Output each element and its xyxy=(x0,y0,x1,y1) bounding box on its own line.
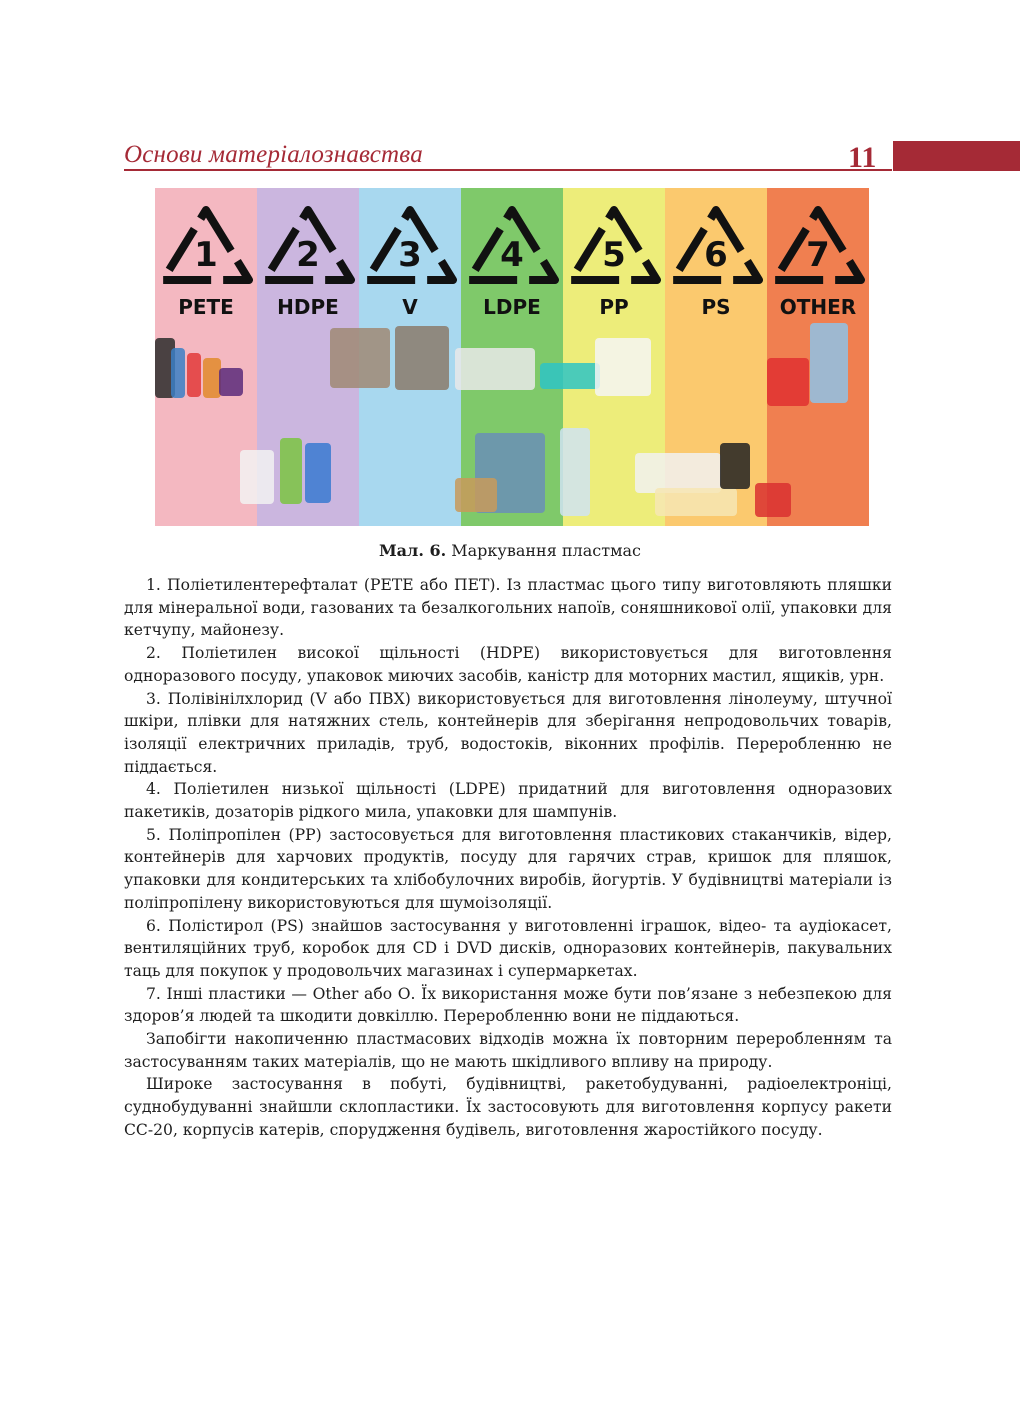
recycling-symbol-3 xyxy=(367,210,453,319)
resin-code-label: PP xyxy=(599,295,629,319)
paragraph: 5. Поліпропілен (PP) застосовується для виготовлення пластикових стаканчиків, відер, контейнерів для харчових продуктів, посуду для гарячих страв, кришок для пляшок, упаковки для кондитерських та хлібобулочних виробів, йогуртів. У будівництві матеріали із поліпропілену використовуються для шумоізоляції. xyxy=(124,825,892,912)
product-illustration xyxy=(305,443,331,503)
page-tab-decoration xyxy=(893,141,1020,171)
paragraph: 7. Інші пластики — Other або О. Їх використання може бути пов’язане з небезпекою для здоров’я людей та шкодити довкіллю. Переробленню вони не піддаються. xyxy=(124,984,892,1026)
paragraph: 2. Поліетилен високої щільності (HDPE) використовується для виготовлення одноразового посуду, упаковок миючих засобів, каністр для моторних мастил, ящиків, урн. xyxy=(124,644,892,685)
resin-code-number: 3 xyxy=(398,235,422,275)
recycling-symbol-6 xyxy=(673,210,759,319)
resin-code-label: PETE xyxy=(178,295,234,319)
resin-code-number: 6 xyxy=(704,235,728,275)
resin-code-label: HDPE xyxy=(277,295,339,319)
paragraph: 4. Поліетилен низької щільності (LDPE) придатний для виготовлення одноразових пакетиків, дозаторів рідкого мила, упаковки для шампунів. xyxy=(124,780,892,822)
product-illustration xyxy=(560,428,590,516)
resin-code-number: 2 xyxy=(296,235,320,275)
resin-code-number: 5 xyxy=(602,235,626,275)
recycling-symbol-2 xyxy=(265,210,351,319)
product-illustration xyxy=(540,363,600,389)
resin-code-label: OTHER xyxy=(779,295,857,319)
product-illustration xyxy=(595,338,651,396)
recycling-symbols-overlay xyxy=(155,188,869,526)
product-illustration xyxy=(171,348,185,398)
recycling-symbol-7 xyxy=(775,210,861,319)
resin-code-label: PS xyxy=(701,295,731,319)
paragraph: 1. Поліетилентерефталат (PETE або ПЕТ). Із пластмас цього типу виготовляють пляшки для мінеральної води, газованих та безалкогольних напоїв, соняшникової олії, упаковки для кетчупу, майонезу. xyxy=(124,576,892,640)
paragraph: 3. Полівінілхлорид (V або ПВХ) використовується для виготовлення лінолеуму, штучної шкіри, плівки для натяжних стель, контейнерів для зберігання непродовольчих товарів, ізоляції електричних приладів, труб, водостоків, віконних профілів. Переробленню не піддається. xyxy=(124,689,892,776)
running-header-title: Основи матеріалознавства xyxy=(124,141,423,168)
product-illustration xyxy=(755,483,791,517)
recycling-symbol-4 xyxy=(469,210,555,319)
product-illustration xyxy=(280,438,302,504)
header-rule xyxy=(124,169,892,171)
caption-label: Мал. 6. xyxy=(378,541,447,560)
resin-code-label: V xyxy=(402,295,418,319)
page-number: 11 xyxy=(848,141,877,174)
plastic-marking-figure xyxy=(155,188,869,526)
resin-code-label: LDPE xyxy=(483,295,541,319)
product-illustration xyxy=(720,443,750,489)
product-illustration xyxy=(395,326,449,390)
product-illustration xyxy=(240,450,274,504)
product-illustration xyxy=(330,328,390,388)
paragraph: Широке застосування в побуті, будівництві, ракетобудуванні, радіоелектроніці, суднобудуванні знайшли склопластики. Їх застосовують для виготовлення корпусу ракети СС-20, корпусів катерів, спорудження будівель, виготовлення жаростійкого посуду. xyxy=(124,1075,892,1139)
product-illustration xyxy=(219,368,243,396)
resin-code-number: 4 xyxy=(500,235,524,275)
product-illustration xyxy=(810,323,848,403)
product-illustration xyxy=(455,478,497,512)
product-illustration xyxy=(767,358,809,406)
product-illustration xyxy=(203,358,221,398)
product-illustration xyxy=(187,353,201,397)
body-text xyxy=(124,574,892,1142)
resin-code-number: 7 xyxy=(806,235,830,275)
product-illustration xyxy=(655,488,737,516)
paragraph: 6. Полістирол (PS) знайшов застосування у виготовленні іграшок, відео- та аудіокасет, вентиляційних труб, коробок для CD і DVD дисків, одноразових контейнерів, пакувальних таць для покупок у продовольчих магазинах і супермаркетах. xyxy=(124,916,892,980)
caption-text: Маркування пластмас xyxy=(446,541,642,560)
product-illustration xyxy=(455,348,535,390)
figure-caption xyxy=(0,541,1020,560)
paragraph: Запобігти накопиченню пластмасових відходів можна їх повторним переробленням та застосуванням таких матеріалів, що не мають шкідливого впливу на природу. xyxy=(124,1030,892,1071)
recycling-symbol-5 xyxy=(571,210,657,319)
resin-code-number: 1 xyxy=(194,235,218,275)
recycling-symbol-1 xyxy=(163,210,249,319)
product-illustration xyxy=(635,453,721,493)
